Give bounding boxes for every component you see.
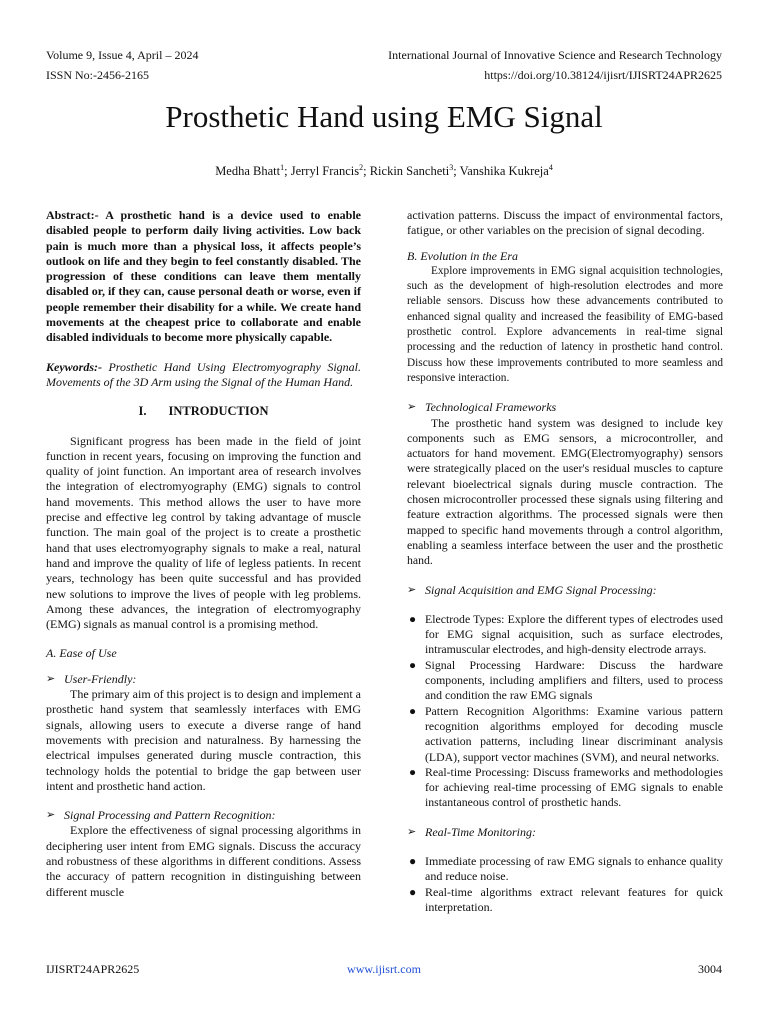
intro-paragraph: Significant progress has been made in the field of joint function in recent years, focusing on improving the function and quality of joint function. An important area of research involves the integration of electromyography (EMG) signals to control hand movements. This method allows the user to have more precise and effective leg control by taking advantage of muscle function. The main goal of the project is to create a prosthetic hand that uses electromyography signals to make a real, natural hand and improve the quality of life of legless patients. In recent years, technology has been quite successful and has provided new solutions to improve the lives of people with leg problems. Among these advances, the integration of electromyography (EMG) signals as manual control is a promising method.: [46, 433, 361, 632]
arrow-bullet-icon: ➢: [407, 401, 417, 414]
list-item: ● Signal Processing Hardware: Discuss the hardware components, including amplifiers and filters, used to process and condition the raw EMG signals: [409, 657, 723, 703]
footer-paper-code: IJISRT24APR2625: [46, 962, 140, 976]
page-number: 3004: [698, 962, 722, 976]
bullet-heading-signal-acquisition: ➢ Signal Acquisition and EMG Signal Processing:: [407, 582, 657, 597]
bullet-heading-user-friendly: ➢ User-Friendly:: [46, 671, 137, 686]
author-name: Medha Bhatt: [215, 164, 281, 178]
author-affiliation: 3: [449, 162, 454, 172]
keywords: [46, 360, 361, 391]
bullet-icon: ●: [409, 611, 417, 626]
footer-website-link[interactable]: www.ijisrt.com: [347, 962, 421, 976]
right-column: [407, 208, 723, 915]
acquisition-list: [407, 612, 723, 811]
bullet-heading-technological-frameworks: ➢ Technological Frameworks: [407, 400, 557, 415]
list-item: ● Electrode Types: Explore the different types of electrodes used for EMG signal acquisition, such as surface electrodes, intramuscular electrodes, and high-density electrode arrays.: [409, 611, 723, 657]
list-item: ● Immediate processing of raw EMG signals to enhance quality and reduce noise.: [409, 853, 723, 884]
keywords-label: Keywords:-: [46, 359, 102, 374]
issn: ISSN No:-2456-2165: [46, 68, 150, 82]
arrow-bullet-icon: ➢: [407, 825, 417, 838]
section-heading-introduction: I. INTRODUCTION: [138, 404, 269, 419]
bullet-icon: ●: [409, 764, 417, 779]
signal-processing-paragraph-continued: activation patterns. Discuss the impact of environmental factors, fatigue, or other variables on the precision of signal decoding.: [407, 208, 723, 238]
volume-info: Volume 9, Issue 4, April – 2024: [46, 48, 199, 62]
bullet-icon: ●: [409, 657, 417, 672]
subsection-heading-evolution: B. Evolution in the Era: [407, 248, 518, 263]
user-friendly-paragraph: The primary aim of this project is to design and implement a prosthetic hand system that seamlessly interfaces with EMG signals, allowing users to execute a diverse range of hand movements with precision and naturalness. By harnessing the electrical impulses generated during muscle contraction, this technology holds the potential to bridge the gap between user intent and prosthetic hand action.: [46, 687, 361, 793]
monitoring-list: [407, 854, 723, 915]
author-affiliation: 1: [280, 162, 285, 172]
paper-title: Prosthetic Hand using EMG Signal: [165, 99, 603, 134]
subsection-heading-ease-of-use: A. Ease of Use: [46, 646, 117, 661]
arrow-bullet-icon: ➢: [46, 672, 56, 685]
bullet-icon: ●: [409, 853, 417, 868]
keywords-text: Prosthetic Hand Using Electromyography Signal. Movements of the 3D Arm using the Signal of the Human Hand.: [46, 359, 361, 389]
bullet-heading-signal-processing: ➢ Signal Processing and Pattern Recognition:: [46, 808, 276, 823]
left-column: [46, 208, 361, 900]
author-list: Medha Bhatt$^1$; Jerryl Francis$^2$; Rickin Sancheti$^3$; Vanshika Kukreja$^4$: [215, 162, 553, 178]
author-affiliation: 4: [548, 162, 553, 172]
author-name: Rickin Sancheti: [369, 164, 450, 178]
evolution-paragraph: Explore improvements in EMG signal acquisition technologies, such as the development of high-resolution electrodes and more reliable sensors. Discuss how these advancements contributed to enhanced signal quality and increased the feasibility of EMG-based prosthetic control. Explore advancements in real-time signal processing and the reduction of latency in prosthetic hand control. Discuss how these improvements contributed to more seamless and responsive interaction.: [407, 264, 723, 384]
bullet-icon: ●: [409, 884, 417, 899]
author-affiliation: 2: [359, 162, 364, 172]
arrow-bullet-icon: ➢: [407, 583, 417, 596]
journal-name: International Journal of Innovative Science and Research Technology: [388, 48, 722, 62]
signal-processing-paragraph: Explore the effectiveness of signal processing algorithms in deciphering user intent from EMG signals. Discuss the accuracy and robustness of these algorithms in different conditions. Assess the accuracy of pattern recognition in distinguishing between different muscle: [46, 823, 361, 899]
arrow-bullet-icon: ➢: [46, 809, 56, 822]
abstract: Abstract:- A prosthetic hand is a device used to enable disabled people to perform daily living activities. Low back pain is much more than a physical loss, it affects people’s outlook on life and they begin to feel constantly disabled. The progression of these conditions can leave them mentally disabled or, if they can, cause personal death or worse, even if people remember their disability for a while. We create hand movements at the cheapest price to collaborate and enable disabled individuals to become more physically capable.: [46, 208, 361, 345]
author-name: Vanshika Kukreja: [459, 164, 549, 178]
author-name: Jerryl Francis: [290, 164, 360, 178]
list-item: ● Pattern Recognition Algorithms: Examine various pattern recognition algorithms employed for decoding muscle activation patterns, including linear discriminant analysis (LDA), support vector machines (SVM), and neural networks.: [409, 703, 723, 764]
list-item: ● Real-time algorithms extract relevant features for quick interpretation.: [409, 884, 723, 914]
bullet-heading-real-time-monitoring: ➢ Real-Time Monitoring:: [407, 824, 536, 839]
bullet-icon: ●: [409, 703, 417, 718]
list-item: ● Real-time Processing: Discuss frameworks and methodologies for achieving real-time processing of EMG signals to enable instantaneous control of prosthetic hands.: [409, 764, 723, 810]
doi-link[interactable]: https://doi.org/10.38124/ijisrt/IJISRT24APR2625: [484, 68, 722, 82]
technological-frameworks-paragraph: The prosthetic hand system was designed to include key components such as EMG sensors, a microcontroller, and actuators for hand movement. EMG(Electromyography) sensors were strategically placed on the user's residual muscles to capture relevant bioelectrical signals during muscle contraction. The chosen microcontroller processed these signals using filtering and feature extraction algorithms. The processed signals were then mapped to specific hand movements through a control algorithm, enabling a seamless interface between the user and the prosthetic hand.: [407, 415, 723, 568]
